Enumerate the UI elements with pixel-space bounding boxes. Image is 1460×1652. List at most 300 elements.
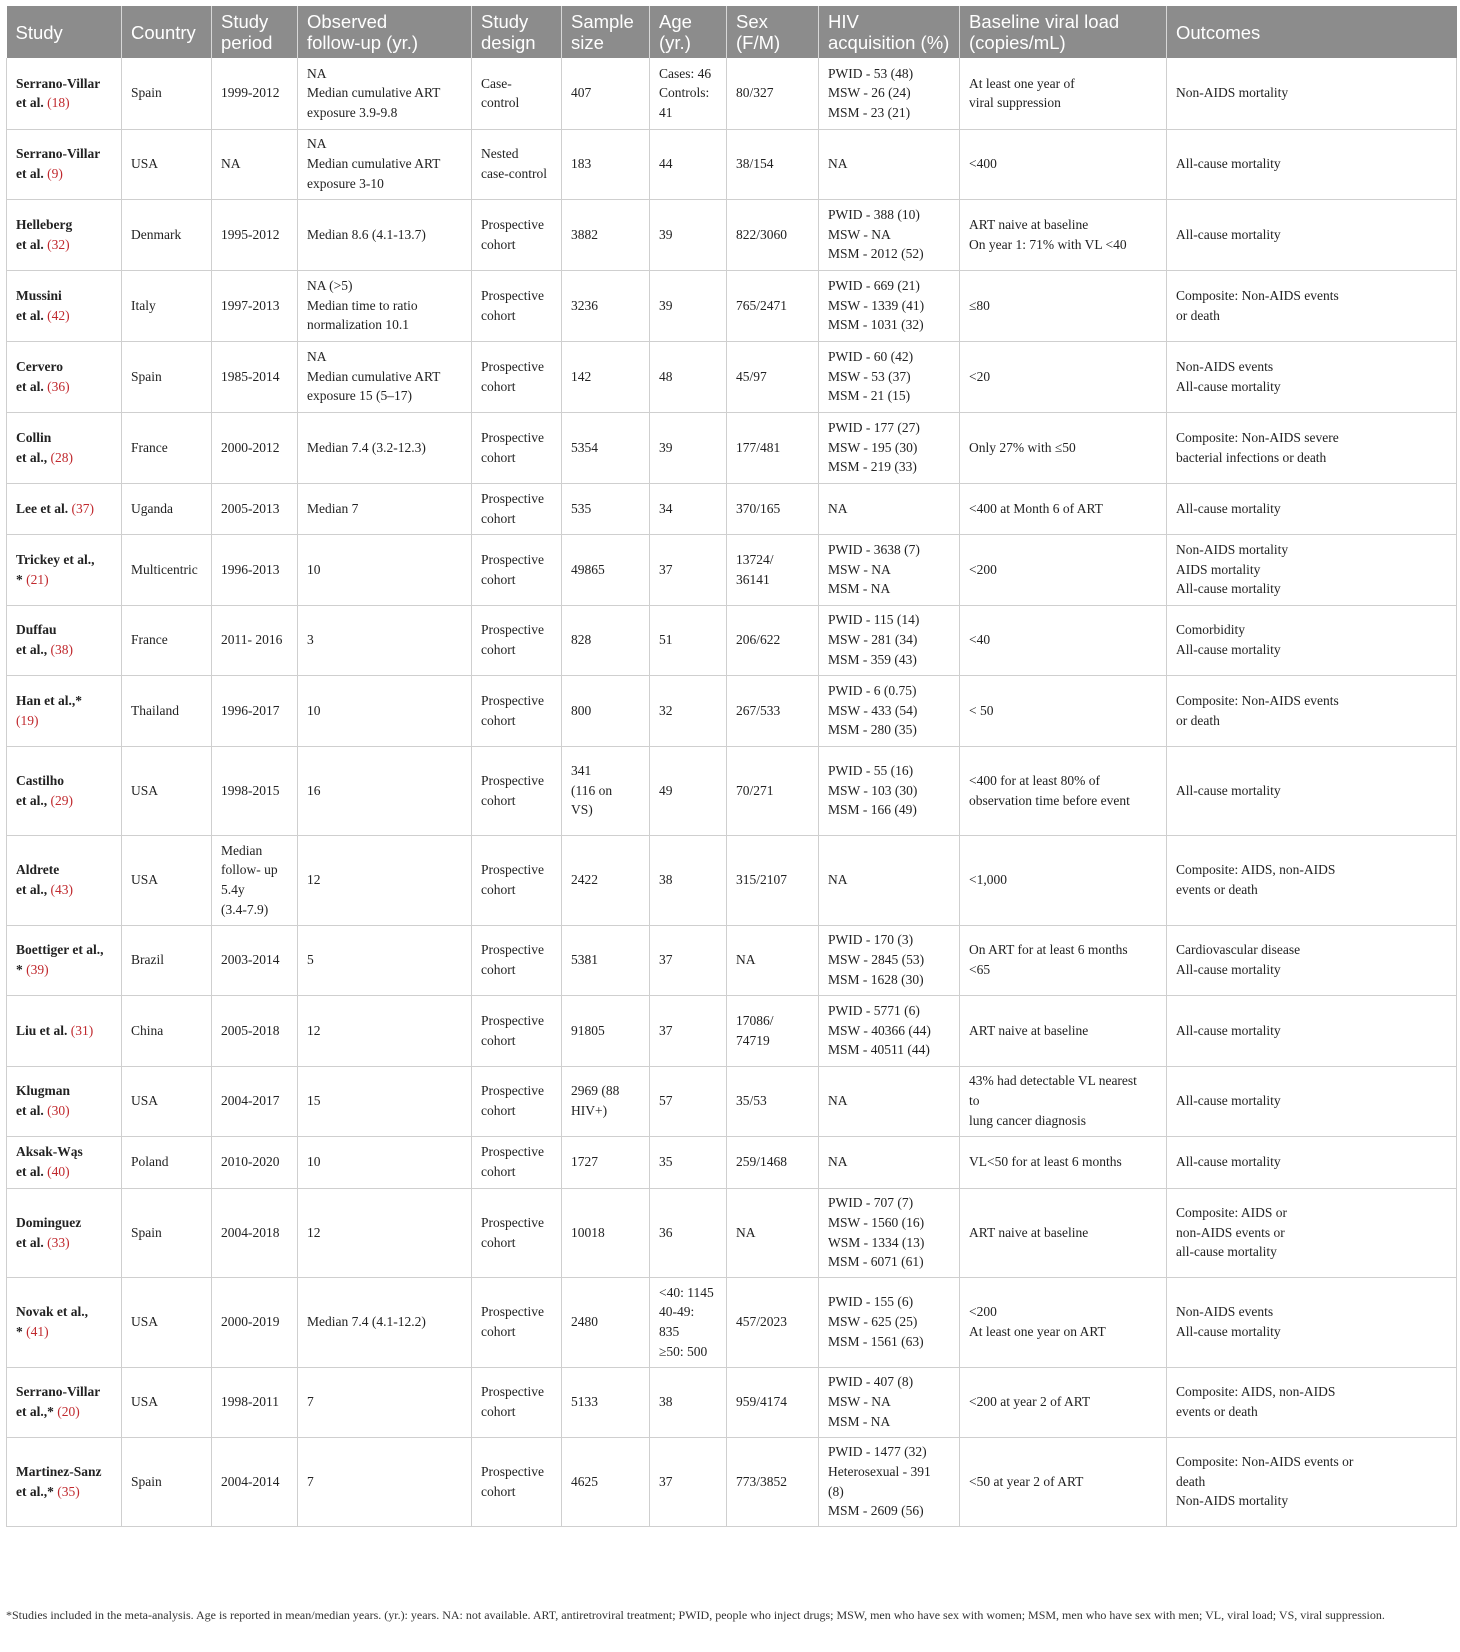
table-row bbox=[7, 746, 1457, 835]
cell-outcomes: All-cause mortality bbox=[1167, 483, 1457, 534]
table-row bbox=[7, 534, 1457, 605]
cell-outcomes: Non-AIDS mortality bbox=[1167, 58, 1457, 129]
cell-hiv-acquisition: NA bbox=[819, 483, 960, 534]
ref-paren: ( bbox=[70, 1022, 76, 1038]
ref-paren: ) bbox=[65, 95, 70, 111]
header-hiv-acquisition: HIV acquisition (%) bbox=[819, 6, 960, 58]
cell-study bbox=[7, 995, 122, 1066]
header-country: Country bbox=[122, 6, 212, 58]
cell-sample-size: 535 bbox=[562, 483, 650, 534]
ref-paren: ( bbox=[50, 882, 55, 897]
header-study: Study bbox=[7, 6, 122, 58]
cell-sex: 773/3852 bbox=[727, 1437, 819, 1526]
header-sample-size: Sample size bbox=[562, 6, 650, 58]
cell-follow-up: 10 bbox=[298, 675, 472, 746]
cell-study-design: Case- control bbox=[472, 58, 562, 129]
table-row bbox=[7, 675, 1457, 746]
ref-paren: ( bbox=[50, 449, 55, 465]
cell-age: 37 bbox=[650, 925, 727, 995]
cell-outcomes: Composite: Non-AIDS severe bacterial infections or death bbox=[1167, 412, 1457, 483]
cell-follow-up: NA Median cumulative ART exposure 15 (5–17) bbox=[298, 341, 472, 412]
study-name: Boettiger et al., * bbox=[16, 942, 104, 977]
ref-paren: ) bbox=[68, 449, 73, 465]
cell-follow-up: 7 bbox=[298, 1367, 472, 1437]
ref-paren: ( bbox=[71, 500, 76, 516]
table-row bbox=[7, 995, 1457, 1066]
cell-hiv-acquisition: PWID - 1477 (32) Heterosexual - 391 (8) MSM - 2609 (56) bbox=[819, 1437, 960, 1526]
ref-number: 35 bbox=[61, 1483, 76, 1499]
reference-link[interactable] bbox=[47, 166, 63, 181]
cell-hiv-acquisition: NA bbox=[819, 835, 960, 925]
cell-study-design: Prospective cohort bbox=[472, 746, 562, 835]
cell-sex: 45/97 bbox=[727, 341, 819, 412]
cell-country: China bbox=[122, 995, 212, 1066]
cell-sample-size: 800 bbox=[562, 675, 650, 746]
cell-study-period: 2005-2018 bbox=[212, 995, 298, 1066]
study-name: Klugman et al. bbox=[16, 1083, 71, 1118]
ref-paren: ( bbox=[57, 1483, 62, 1499]
reference-link[interactable] bbox=[47, 1103, 70, 1118]
ref-number: 33 bbox=[51, 1234, 66, 1250]
cell-study-design: Prospective cohort bbox=[472, 270, 562, 341]
cell-sample-size: 5381 bbox=[562, 925, 650, 995]
cell-follow-up: Median 7.4 (3.2-12.3) bbox=[298, 412, 472, 483]
cell-age: 37 bbox=[650, 995, 727, 1066]
ref-number: 30 bbox=[51, 1103, 66, 1118]
cell-age: 39 bbox=[650, 199, 727, 270]
cell-hiv-acquisition: PWID - 3638 (7) MSW - NA MSM - NA bbox=[819, 534, 960, 605]
reference-link[interactable] bbox=[51, 450, 74, 465]
ref-number: 18 bbox=[51, 95, 66, 111]
study-name: Aldrete et al., bbox=[16, 862, 60, 897]
ref-paren: ) bbox=[65, 378, 70, 394]
ref-number: 20 bbox=[61, 1404, 76, 1419]
study-name: Duffau et al., bbox=[16, 622, 57, 657]
table-row bbox=[7, 1136, 1457, 1188]
cell-study bbox=[7, 1188, 122, 1277]
cell-sex: 206/622 bbox=[727, 605, 819, 675]
header-age: Age (yr.) bbox=[650, 6, 727, 58]
cell-study-period: 1996-2017 bbox=[212, 675, 298, 746]
cell-country: Denmark bbox=[122, 199, 212, 270]
header-sex: Sex (F/M) bbox=[727, 6, 819, 58]
cell-sample-size: 5354 bbox=[562, 412, 650, 483]
cell-sex: 457/2023 bbox=[727, 1277, 819, 1367]
cell-country: USA bbox=[122, 129, 212, 199]
cell-baseline-viral-load: <40 bbox=[960, 605, 1167, 675]
cell-sample-size: 2422 bbox=[562, 835, 650, 925]
ref-number: 38 bbox=[55, 642, 69, 657]
cell-sex: 370/165 bbox=[727, 483, 819, 534]
table-row bbox=[7, 270, 1457, 341]
table-row bbox=[7, 1188, 1457, 1277]
cell-study-period: 2004-2017 bbox=[212, 1066, 298, 1136]
cell-outcomes: Non-AIDS mortality AIDS mortality All-cause mortality bbox=[1167, 534, 1457, 605]
cell-study bbox=[7, 1066, 122, 1136]
cell-country: USA bbox=[122, 1066, 212, 1136]
ref-number: 41 bbox=[30, 1324, 45, 1339]
table-row bbox=[7, 1367, 1457, 1437]
cell-study bbox=[7, 835, 122, 925]
cell-outcomes: All-cause mortality bbox=[1167, 1136, 1457, 1188]
study-name: Serrano-Villar et al. bbox=[16, 146, 101, 181]
cell-study-period: NA bbox=[212, 129, 298, 199]
cell-study-design: Prospective cohort bbox=[472, 1136, 562, 1188]
cell-hiv-acquisition: PWID - 170 (3) MSW - 2845 (53) MSM - 1628 (30) bbox=[819, 925, 960, 995]
cell-study-design: Prospective cohort bbox=[472, 1437, 562, 1526]
reference-link[interactable] bbox=[51, 793, 74, 808]
ref-number: 28 bbox=[55, 449, 69, 465]
cell-outcomes: All-cause mortality bbox=[1167, 129, 1457, 199]
cell-baseline-viral-load: <400 at Month 6 of ART bbox=[960, 483, 1167, 534]
cell-study bbox=[7, 1136, 122, 1188]
cell-baseline-viral-load: ART naive at baseline bbox=[960, 995, 1167, 1066]
cell-follow-up: Median 7 bbox=[298, 483, 472, 534]
cell-study-period: 1998-2015 bbox=[212, 746, 298, 835]
cell-age: 51 bbox=[650, 605, 727, 675]
cell-baseline-viral-load: At least one year of viral suppression bbox=[960, 58, 1167, 129]
cell-sample-size: 341 (116 on VS) bbox=[562, 746, 650, 835]
cell-outcomes: Composite: Non-AIDS events or death bbox=[1167, 270, 1457, 341]
ref-number: 29 bbox=[55, 792, 69, 808]
ref-number: 40 bbox=[51, 1164, 66, 1179]
cell-follow-up: 16 bbox=[298, 746, 472, 835]
study-name: Mussini et al. bbox=[16, 287, 62, 323]
reference-link[interactable] bbox=[47, 95, 70, 110]
cell-hiv-acquisition: PWID - 177 (27) MSW - 195 (30) MSM - 219 (33) bbox=[819, 412, 960, 483]
cell-country: Spain bbox=[122, 1188, 212, 1277]
study-name: Serrano-Villar et al.,* bbox=[16, 1384, 101, 1419]
cell-follow-up: 10 bbox=[298, 1136, 472, 1188]
cell-study bbox=[7, 58, 122, 129]
ref-paren: ( bbox=[57, 1404, 62, 1419]
cell-country: Multicentric bbox=[122, 534, 212, 605]
table-footnote: *Studies included in the meta-analysis. Age is reported in mean/median years. (yr.): years. NA: not available. ART, antiretroviral treatment; PWID, people who inject drugs; MSW, men who have sex with women; MSM, men who have sex with men; VL, viral load; VS, viral suppression. bbox=[6, 1608, 1385, 1622]
cell-country: Uganda bbox=[122, 483, 212, 534]
cell-baseline-viral-load: <20 bbox=[960, 341, 1167, 412]
cell-baseline-viral-load: On ART for at least 6 months <65 bbox=[960, 925, 1167, 995]
study-name: Martinez-Sanz et al.,* bbox=[16, 1463, 102, 1499]
cell-age: 32 bbox=[650, 675, 727, 746]
ref-paren: ) bbox=[65, 1103, 70, 1118]
header-study-period: Study period bbox=[212, 6, 298, 58]
cell-study-design: Prospective cohort bbox=[472, 1367, 562, 1437]
reference-link[interactable] bbox=[47, 1164, 70, 1179]
study-name: Han et al.,* bbox=[16, 692, 82, 708]
ref-paren: ) bbox=[88, 1022, 94, 1038]
cell-study-design: Prospective cohort bbox=[472, 605, 562, 675]
cell-study-period: Median follow- up 5.4y (3.4-7.9) bbox=[212, 835, 298, 925]
cell-sex: NA bbox=[727, 925, 819, 995]
ref-paren: ) bbox=[65, 1234, 70, 1250]
cell-study-period: 1998-2011 bbox=[212, 1367, 298, 1437]
cell-country: Brazil bbox=[122, 925, 212, 995]
ref-paren: ( bbox=[47, 307, 52, 323]
reference-link[interactable] bbox=[26, 572, 49, 587]
cell-study-design: Prospective cohort bbox=[472, 835, 562, 925]
cell-outcomes: All-cause mortality bbox=[1167, 199, 1457, 270]
ref-paren: ) bbox=[89, 500, 94, 516]
study-name: Collin et al., bbox=[16, 429, 52, 465]
reference-link[interactable] bbox=[47, 237, 70, 252]
cell-hiv-acquisition: PWID - 60 (42) MSW - 53 (37) MSM - 21 (15) bbox=[819, 341, 960, 412]
cell-study-design: Nested case-control bbox=[472, 129, 562, 199]
cell-outcomes: Composite: AIDS, non-AIDS events or death bbox=[1167, 835, 1457, 925]
cell-country: France bbox=[122, 412, 212, 483]
cell-hiv-acquisition: NA bbox=[819, 1066, 960, 1136]
cell-study-period: 1996-2013 bbox=[212, 534, 298, 605]
reference-link[interactable] bbox=[71, 501, 94, 516]
cell-hiv-acquisition: PWID - 388 (10) MSW - NA MSM - 2012 (52) bbox=[819, 199, 960, 270]
reference-link[interactable] bbox=[51, 882, 74, 897]
ref-number: 21 bbox=[30, 571, 45, 587]
cell-country: USA bbox=[122, 1367, 212, 1437]
cell-study bbox=[7, 746, 122, 835]
ref-number: 19 bbox=[20, 712, 34, 728]
cell-age: 39 bbox=[650, 270, 727, 341]
cell-sample-size: 142 bbox=[562, 341, 650, 412]
cell-age: 38 bbox=[650, 1367, 727, 1437]
cell-sample-size: 4625 bbox=[562, 1437, 650, 1526]
cell-follow-up: 5 bbox=[298, 925, 472, 995]
cell-outcomes: All-cause mortality bbox=[1167, 746, 1457, 835]
cell-sex: NA bbox=[727, 1188, 819, 1277]
table-row bbox=[7, 1437, 1457, 1526]
study-name: Castilho et al., bbox=[16, 772, 65, 808]
study-name: Cervero et al. bbox=[16, 358, 63, 394]
reference-link[interactable] bbox=[26, 1324, 49, 1339]
cell-study bbox=[7, 1437, 122, 1526]
ref-paren: ( bbox=[50, 642, 55, 657]
study-name: Aksak-Wąs et al. bbox=[16, 1144, 83, 1179]
cell-sample-size: 5133 bbox=[562, 1367, 650, 1437]
cell-sex: 959/4174 bbox=[727, 1367, 819, 1437]
cell-follow-up: 10 bbox=[298, 534, 472, 605]
cell-study-design: Prospective cohort bbox=[472, 199, 562, 270]
reference-link[interactable] bbox=[26, 962, 49, 977]
cell-study-period: 1985-2014 bbox=[212, 341, 298, 412]
ref-paren: ) bbox=[68, 792, 73, 808]
cell-hiv-acquisition: PWID - 707 (7) MSW - 1560 (16) WSM - 1334 (13) MSM - 6071 (61) bbox=[819, 1188, 960, 1277]
cell-study-design: Prospective cohort bbox=[472, 1066, 562, 1136]
cell-study bbox=[7, 412, 122, 483]
table-row bbox=[7, 483, 1457, 534]
cell-country: France bbox=[122, 605, 212, 675]
cell-sample-size: 10018 bbox=[562, 1188, 650, 1277]
ref-paren: ( bbox=[47, 1103, 52, 1118]
cell-outcomes: All-cause mortality bbox=[1167, 995, 1457, 1066]
cell-study-period: 2005-2013 bbox=[212, 483, 298, 534]
study-name: Trickey et al., * bbox=[16, 551, 95, 587]
cell-baseline-viral-load: <50 at year 2 of ART bbox=[960, 1437, 1167, 1526]
ref-paren: ) bbox=[68, 882, 73, 897]
cell-hiv-acquisition: PWID - 5771 (6) MSW - 40366 (44) MSM - 40511 (44) bbox=[819, 995, 960, 1066]
cell-follow-up: 12 bbox=[298, 995, 472, 1066]
cell-baseline-viral-load: ART naive at baseline On year 1: 71% with VL <40 bbox=[960, 199, 1167, 270]
ref-number: 31 bbox=[75, 1022, 89, 1038]
ref-paren: ) bbox=[68, 642, 73, 657]
ref-paren: ( bbox=[26, 1324, 31, 1339]
ref-paren: ) bbox=[65, 307, 70, 323]
cell-study bbox=[7, 675, 122, 746]
ref-paren: ) bbox=[34, 712, 39, 728]
ref-number: 43 bbox=[55, 882, 69, 897]
cell-study-design: Prospective cohort bbox=[472, 995, 562, 1066]
cell-sex: 80/327 bbox=[727, 58, 819, 129]
cell-age: 35 bbox=[650, 1136, 727, 1188]
study-name: Serrano-Villar et al. bbox=[16, 75, 101, 111]
cell-study bbox=[7, 1277, 122, 1367]
cell-country: USA bbox=[122, 746, 212, 835]
cell-outcomes: All-cause mortality bbox=[1167, 1066, 1457, 1136]
cell-sex: 38/154 bbox=[727, 129, 819, 199]
ref-paren: ) bbox=[65, 236, 70, 252]
study-name: Novak et al., * bbox=[16, 1304, 88, 1339]
cell-follow-up: NA Median cumulative ART exposure 3-10 bbox=[298, 129, 472, 199]
cell-hiv-acquisition: NA bbox=[819, 129, 960, 199]
cell-hiv-acquisition: PWID - 407 (8) MSW - NA MSM - NA bbox=[819, 1367, 960, 1437]
cell-age: 37 bbox=[650, 1437, 727, 1526]
cell-study bbox=[7, 129, 122, 199]
cell-follow-up: 15 bbox=[298, 1066, 472, 1136]
cell-study-period: 1995-2012 bbox=[212, 199, 298, 270]
cell-study-design: Prospective cohort bbox=[472, 341, 562, 412]
reference-link[interactable] bbox=[47, 379, 70, 394]
header-outcomes: Outcomes bbox=[1167, 6, 1457, 58]
cell-outcomes: Composite: Non-AIDS events or death bbox=[1167, 675, 1457, 746]
table-row bbox=[7, 199, 1457, 270]
cell-age: 39 bbox=[650, 412, 727, 483]
cell-sample-size: 1727 bbox=[562, 1136, 650, 1188]
cell-sample-size: 183 bbox=[562, 129, 650, 199]
cell-sex: 17086/ 74719 bbox=[727, 995, 819, 1066]
cell-study-design: Prospective cohort bbox=[472, 675, 562, 746]
cell-outcomes: Non-AIDS events All-cause mortality bbox=[1167, 341, 1457, 412]
cell-follow-up: Median 7.4 (4.1-12.2) bbox=[298, 1277, 472, 1367]
table-row bbox=[7, 605, 1457, 675]
cell-country: USA bbox=[122, 1277, 212, 1367]
ref-paren: ) bbox=[44, 962, 49, 977]
cell-study bbox=[7, 605, 122, 675]
cell-baseline-viral-load: <200 at year 2 of ART bbox=[960, 1367, 1167, 1437]
cell-hiv-acquisition: PWID - 55 (16) MSW - 103 (30) MSM - 166 (49) bbox=[819, 746, 960, 835]
ref-paren: ) bbox=[44, 1324, 49, 1339]
cell-follow-up: NA Median cumulative ART exposure 3.9-9.8 bbox=[298, 58, 472, 129]
ref-number: 39 bbox=[30, 962, 45, 977]
studies-table bbox=[6, 6, 1457, 1527]
ref-paren: ( bbox=[50, 792, 55, 808]
table-row bbox=[7, 58, 1457, 129]
ref-paren: ) bbox=[75, 1404, 80, 1419]
cell-sample-size: 3236 bbox=[562, 270, 650, 341]
cell-sex: 35/53 bbox=[727, 1066, 819, 1136]
cell-study bbox=[7, 534, 122, 605]
table-row bbox=[7, 1277, 1457, 1367]
cell-study-design: Prospective cohort bbox=[472, 534, 562, 605]
cell-baseline-viral-load: VL<50 for at least 6 months bbox=[960, 1136, 1167, 1188]
cell-sample-size: 3882 bbox=[562, 199, 650, 270]
header-study-design: Study design bbox=[472, 6, 562, 58]
ref-paren: ( bbox=[47, 1234, 52, 1250]
table-row bbox=[7, 129, 1457, 199]
cell-study-period: 1997-2013 bbox=[212, 270, 298, 341]
cell-country: Italy bbox=[122, 270, 212, 341]
cell-sex: 177/481 bbox=[727, 412, 819, 483]
cell-age: 49 bbox=[650, 746, 727, 835]
cell-follow-up: 12 bbox=[298, 835, 472, 925]
ref-paren: ) bbox=[44, 571, 49, 587]
cell-baseline-viral-load: Only 27% with ≤50 bbox=[960, 412, 1167, 483]
cell-country: Poland bbox=[122, 1136, 212, 1188]
cell-age: <40: 1145 40-49: 835 ≥50: 500 bbox=[650, 1277, 727, 1367]
cell-country: Thailand bbox=[122, 675, 212, 746]
reference-link[interactable] bbox=[71, 1023, 94, 1038]
cell-study bbox=[7, 199, 122, 270]
cell-study-design: Prospective cohort bbox=[472, 412, 562, 483]
ref-paren: ( bbox=[47, 378, 52, 394]
cell-baseline-viral-load: <400 for at least 80% of observation time before event bbox=[960, 746, 1167, 835]
ref-paren: ( bbox=[47, 1164, 52, 1179]
reference-link[interactable] bbox=[57, 1404, 80, 1419]
cell-baseline-viral-load: <400 bbox=[960, 129, 1167, 199]
cell-study-design: Prospective cohort bbox=[472, 483, 562, 534]
cell-sex: 822/3060 bbox=[727, 199, 819, 270]
ref-number: 9 bbox=[51, 166, 59, 181]
table-row bbox=[7, 412, 1457, 483]
table-row bbox=[7, 1066, 1457, 1136]
cell-study bbox=[7, 341, 122, 412]
cell-outcomes: Composite: AIDS, non-AIDS events or death bbox=[1167, 1367, 1457, 1437]
table-body bbox=[7, 58, 1457, 1526]
cell-study-period: 2011- 2016 bbox=[212, 605, 298, 675]
cell-baseline-viral-load: ≤80 bbox=[960, 270, 1167, 341]
cell-sex: 13724/ 36141 bbox=[727, 534, 819, 605]
cell-baseline-viral-load: <1,000 bbox=[960, 835, 1167, 925]
ref-paren: ) bbox=[75, 1483, 80, 1499]
table-row bbox=[7, 341, 1457, 412]
study-name: Helleberg et al. bbox=[16, 216, 73, 252]
reference-link[interactable] bbox=[16, 713, 39, 728]
reference-link[interactable] bbox=[57, 1484, 80, 1499]
cell-study bbox=[7, 270, 122, 341]
cell-baseline-viral-load: < 50 bbox=[960, 675, 1167, 746]
cell-hiv-acquisition: NA bbox=[819, 1136, 960, 1188]
cell-outcomes: Comorbidity All-cause mortality bbox=[1167, 605, 1457, 675]
table-row bbox=[7, 835, 1457, 925]
cell-baseline-viral-load: 43% had detectable VL nearest to lung cancer diagnosis bbox=[960, 1066, 1167, 1136]
ref-paren: ( bbox=[47, 236, 52, 252]
cell-age: 48 bbox=[650, 341, 727, 412]
cell-age: 37 bbox=[650, 534, 727, 605]
cell-study bbox=[7, 483, 122, 534]
cell-age: 36 bbox=[650, 1188, 727, 1277]
header-baseline-viral-load: Baseline viral load (copies/mL) bbox=[960, 6, 1167, 58]
reference-link[interactable] bbox=[51, 642, 74, 657]
cell-sample-size: 91805 bbox=[562, 995, 650, 1066]
reference-link[interactable] bbox=[47, 1235, 70, 1250]
table-row bbox=[7, 925, 1457, 995]
cell-follow-up: Median 8.6 (4.1-13.7) bbox=[298, 199, 472, 270]
cell-follow-up: 3 bbox=[298, 605, 472, 675]
ref-number: 32 bbox=[51, 236, 66, 252]
cell-study-period: 2010-2020 bbox=[212, 1136, 298, 1188]
cell-follow-up: 7 bbox=[298, 1437, 472, 1526]
cell-study-period: 2000-2012 bbox=[212, 412, 298, 483]
reference-link[interactable] bbox=[47, 308, 70, 323]
cell-study-design: Prospective cohort bbox=[472, 1277, 562, 1367]
header-follow-up: Observed follow-up (yr.) bbox=[298, 6, 472, 58]
cell-age: 57 bbox=[650, 1066, 727, 1136]
